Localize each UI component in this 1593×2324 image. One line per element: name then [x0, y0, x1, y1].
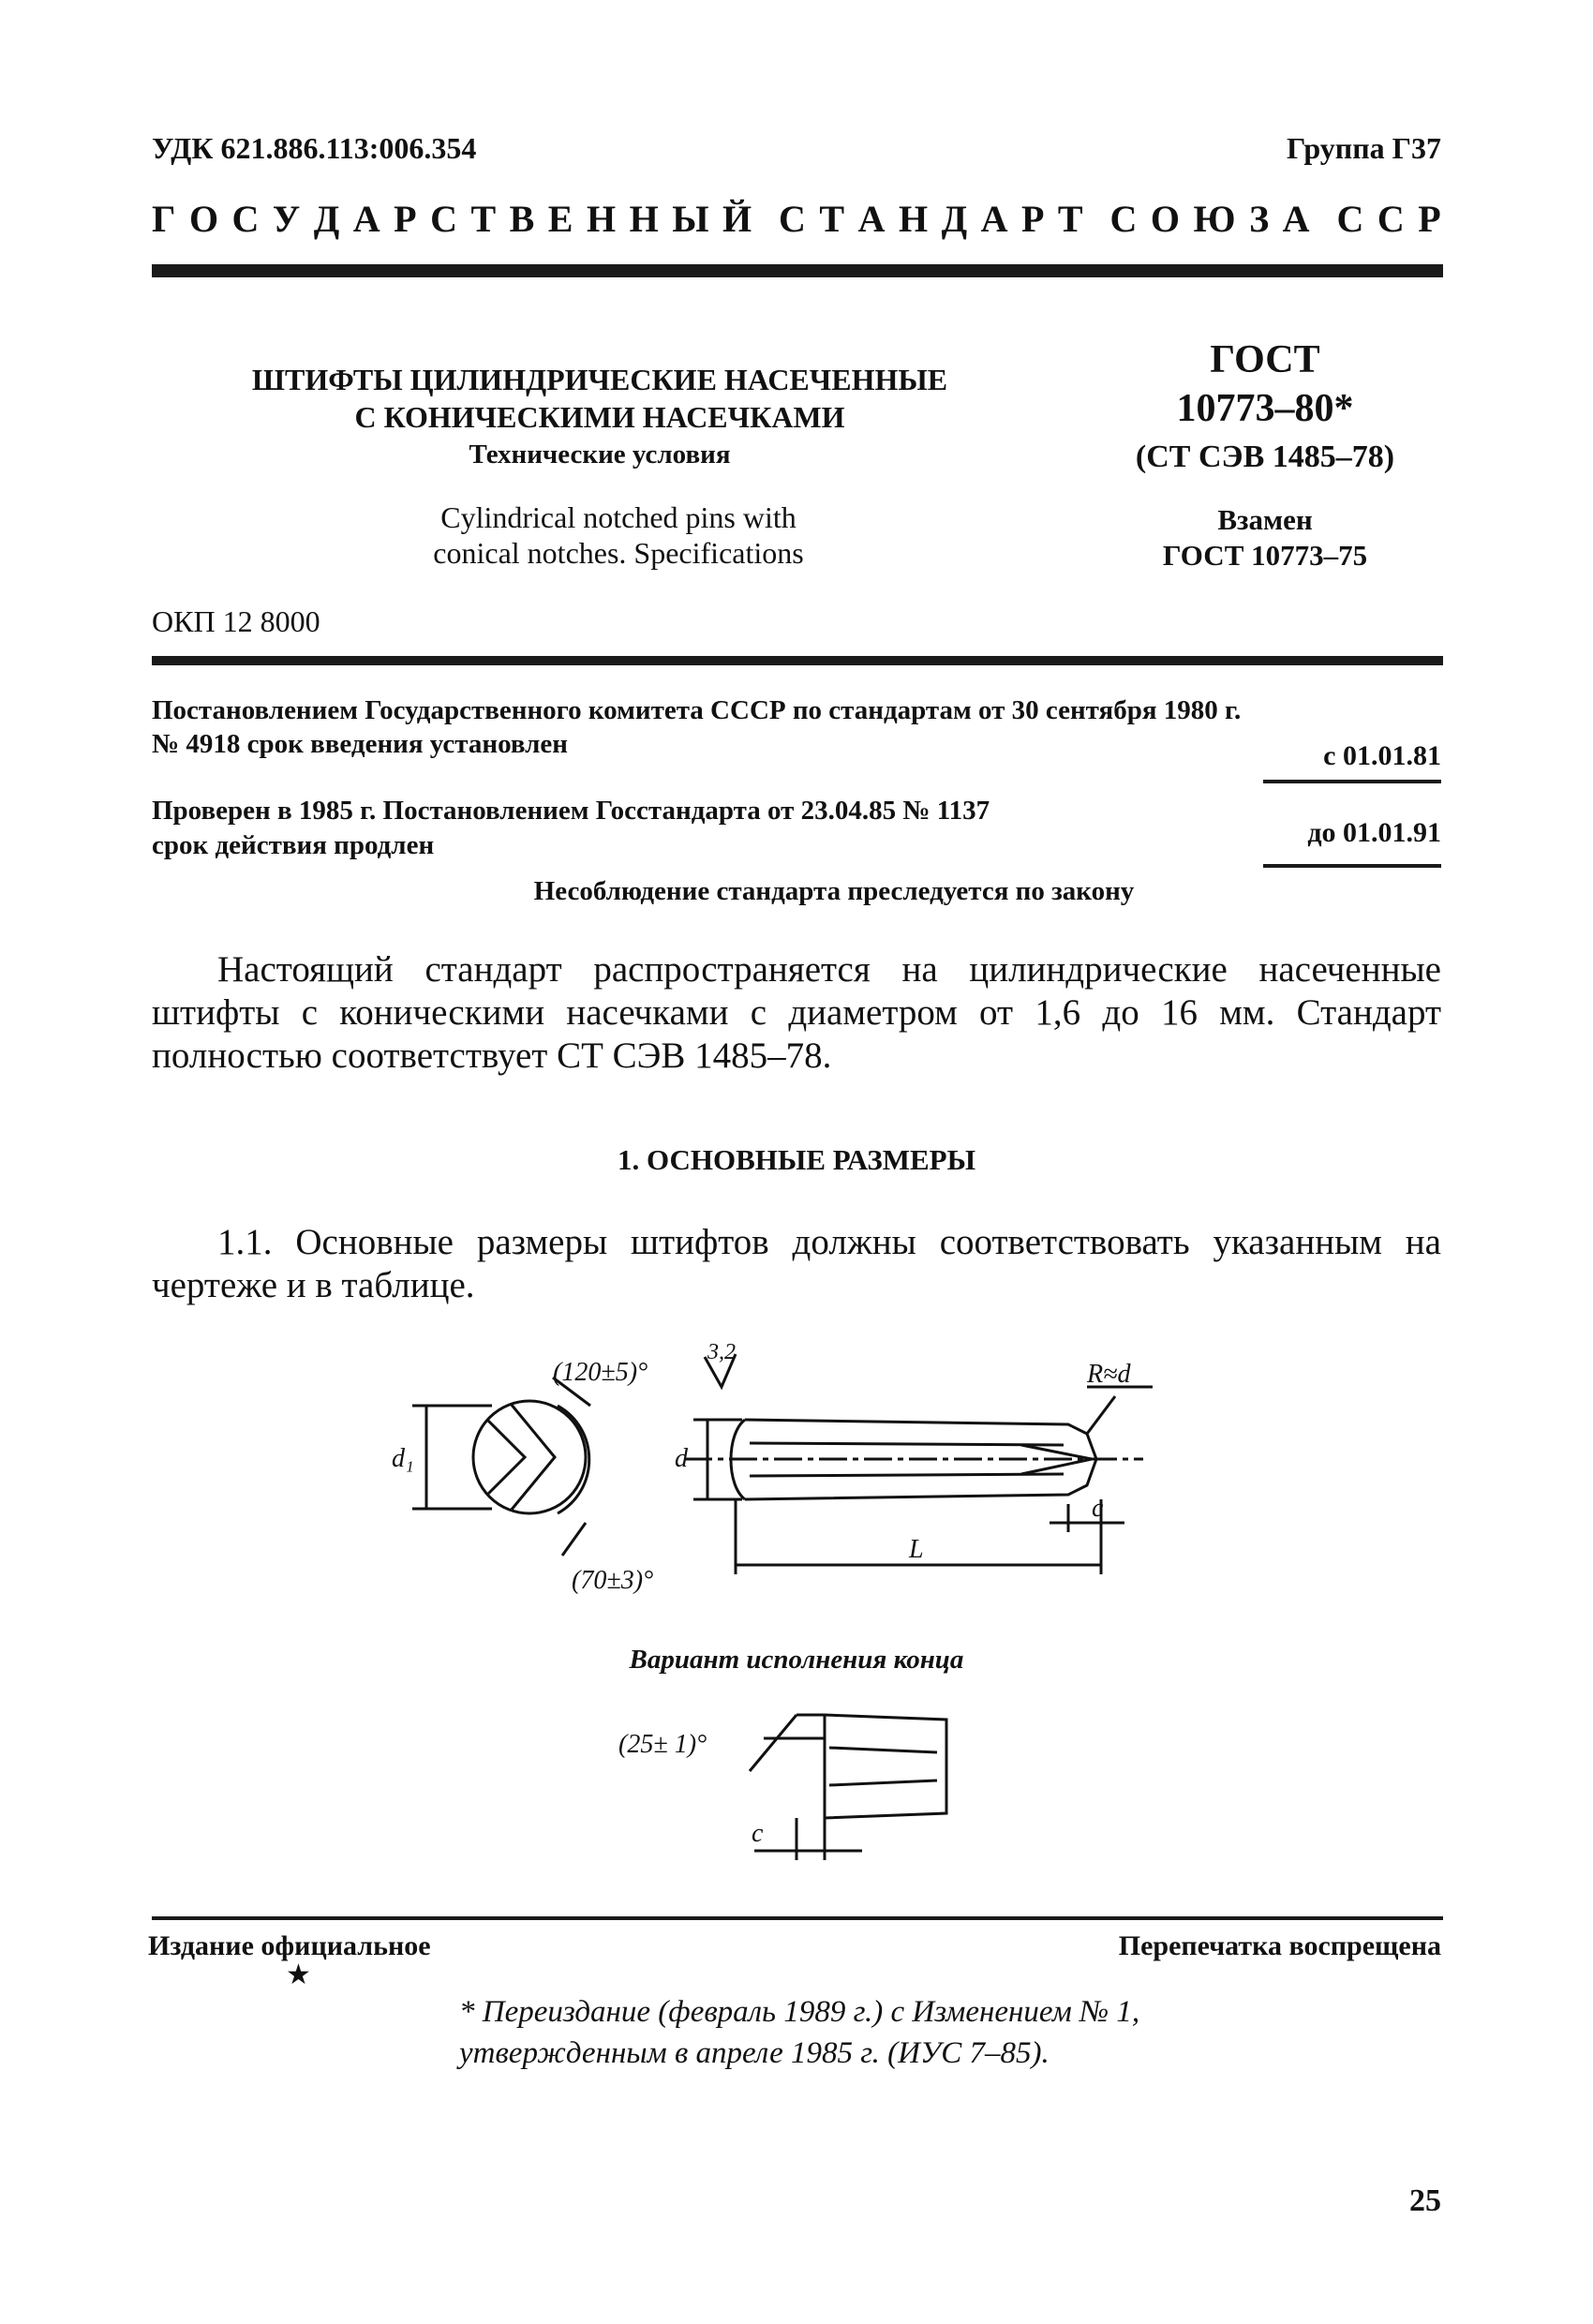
state-heading-letter: Р [1418, 198, 1441, 240]
page-number: 25 [1409, 2183, 1441, 2218]
state-heading-letter: Ы [672, 198, 709, 240]
state-heading-letter: С [1336, 198, 1364, 240]
intro-paragraph: Настоящий стандарт распространяется на цилиндрические насеченные штифты с коническими насечками с диаметром от 1,6 до 16 мм. Стандарт полностью соответствует СТ СЭВ 1485–78. [152, 949, 1441, 1076]
pin-drawing [375, 1340, 1218, 1621]
state-heading-letter: С [779, 198, 806, 240]
l-label: L [909, 1535, 924, 1564]
gost-block [1078, 335, 1452, 574]
radius-leader [1087, 1396, 1115, 1434]
state-heading-letter: Т [819, 198, 845, 240]
state-heading-letter: А [980, 198, 1008, 240]
state-heading-letter: С [1109, 198, 1138, 240]
state-heading-letter: О [188, 198, 219, 240]
state-heading-letter: З [1249, 198, 1270, 240]
law-notice: Несоблюдение стандарта преследуется по закону [533, 876, 1135, 906]
title-line-2: С КОНИЧЕСКИМИ НАСЕЧКАМИ [354, 400, 845, 434]
angle-bottom-label: (70±3)° [572, 1566, 654, 1595]
english-title-line-2: conical notches. Specifications [433, 536, 804, 570]
star-mark: ★ [286, 1959, 311, 1990]
state-heading-letter: Е [547, 198, 573, 240]
effective-date: с 01.01.81 [1323, 740, 1441, 771]
variant-title: Вариант исполнения конца [629, 1645, 964, 1675]
cmea-number: (СТ СЭВ 1485–78) [1135, 439, 1395, 474]
title-line-1: ШТИФТЫ ЦИЛИНДРИЧЕСКИЕ НАСЕЧЕННЫЕ [251, 363, 948, 396]
variant-notch-1 [829, 1748, 937, 1752]
validity-date-underline [1263, 864, 1441, 868]
reissue-line-1: * Переиздание (февраль 1989 г.) с Изменением № 1, [459, 1995, 1140, 2029]
okp-code: ОКП 12 8000 [152, 604, 320, 638]
footer-rule [152, 1916, 1443, 1920]
replaces-label: Взамен [1217, 503, 1313, 536]
paragraph-1-1: 1.1. Основные размеры штифтов должны соответствовать указанным на чертеже и в таблице. [152, 1222, 1441, 1305]
angle-top-label: (120±5)° [553, 1358, 648, 1387]
state-heading-letter: Н [586, 198, 617, 240]
header-rule [152, 264, 1443, 277]
state-heading-letter: С [1377, 198, 1405, 240]
notch-lines [487, 1420, 525, 1495]
pin-notch-line-1 [750, 1443, 1064, 1445]
state-heading-letter: А [1282, 198, 1310, 240]
resolution-line-1: Постановлением Государственного комитета СССР по стандартам от 30 сентября 1980 г. [152, 695, 1242, 725]
english-title [356, 499, 881, 571]
effective-date-underline [1263, 780, 1441, 783]
state-standard-heading [152, 197, 1441, 241]
gost-number: 10773–80* [1176, 387, 1354, 430]
radius-label: R≈d [1087, 1360, 1131, 1389]
state-heading-letter: С [231, 198, 260, 240]
angle-bottom-leader [562, 1523, 586, 1556]
state-heading-letter: Р [394, 198, 417, 240]
reissue-line-2: утвержденным в апреле 1985 г. (ИУС 7–85). [459, 2036, 1050, 2070]
end-variant-drawing [600, 1696, 993, 1884]
replaces-block [1078, 502, 1452, 574]
group-code: Группа Г37 [1287, 131, 1441, 165]
d-label: d [675, 1444, 688, 1473]
reissue-note [459, 1991, 1303, 2074]
state-heading-letter: Г [152, 198, 176, 240]
pin-notch-taper-2 [1021, 1459, 1092, 1474]
variant-angle-label: (25± 1)° [618, 1730, 707, 1759]
state-heading-letter: В [509, 198, 535, 240]
state-heading-letter: Ю [1193, 198, 1236, 240]
pin-notch-line-2 [750, 1474, 1064, 1476]
notch-outer [511, 1404, 555, 1511]
state-heading-letter: Т [470, 198, 497, 240]
pin-notch-taper-1 [1021, 1445, 1092, 1459]
udk-code: УДК 621.886.113:006.354 [152, 131, 477, 165]
variant-pin-body [825, 1715, 946, 1818]
state-heading-letter: О [1150, 198, 1181, 240]
variant-angle-line [750, 1715, 796, 1771]
state-heading-letter: С [430, 198, 457, 240]
state-heading-letter: Т [1057, 198, 1083, 240]
title-subtitle: Технические условия [469, 439, 731, 469]
state-heading-letter: Й [722, 198, 752, 240]
state-heading-letter: Д [941, 198, 968, 240]
variant-notch-2 [829, 1780, 937, 1785]
replaces-number: ГОСТ 10773–75 [1162, 539, 1368, 572]
state-heading-letter: У [272, 198, 301, 240]
english-title-line-1: Cylindrical notched pins with [440, 500, 796, 534]
state-heading-letter: Р [1020, 198, 1045, 240]
state-heading-letter: А [857, 198, 886, 240]
reprint-prohibited: Перепечатка воспрещена [1118, 1930, 1441, 1961]
validity-date: до 01.01.91 [1307, 817, 1441, 848]
title-rule [152, 656, 1443, 665]
roughness-label: 3,2 [707, 1340, 736, 1364]
document-title [234, 361, 965, 473]
official-edition: Издание официальное [148, 1930, 431, 1961]
state-heading-letter: Д [313, 198, 340, 240]
state-heading-letter: Н [898, 198, 929, 240]
section-1-title: 1. ОСНОВНЫЕ РАЗМЕРЫ [617, 1143, 976, 1176]
gost-label: ГОСТ [1210, 338, 1320, 381]
end-view-circle [473, 1401, 586, 1513]
resolution-line-2: № 4918 срок введения установлен [152, 729, 569, 759]
state-heading-letter: А [352, 198, 380, 240]
state-heading-letter: Н [629, 198, 659, 240]
d1-label: d₁ [392, 1444, 414, 1473]
c-label: c [1092, 1494, 1104, 1523]
check-line-1: Проверен в 1985 г. Постановлением Госстандарта от 23.04.85 № 1137 [152, 796, 990, 826]
variant-c-label: c [752, 1819, 764, 1848]
check-line-2: срок действия продлен [152, 830, 435, 860]
